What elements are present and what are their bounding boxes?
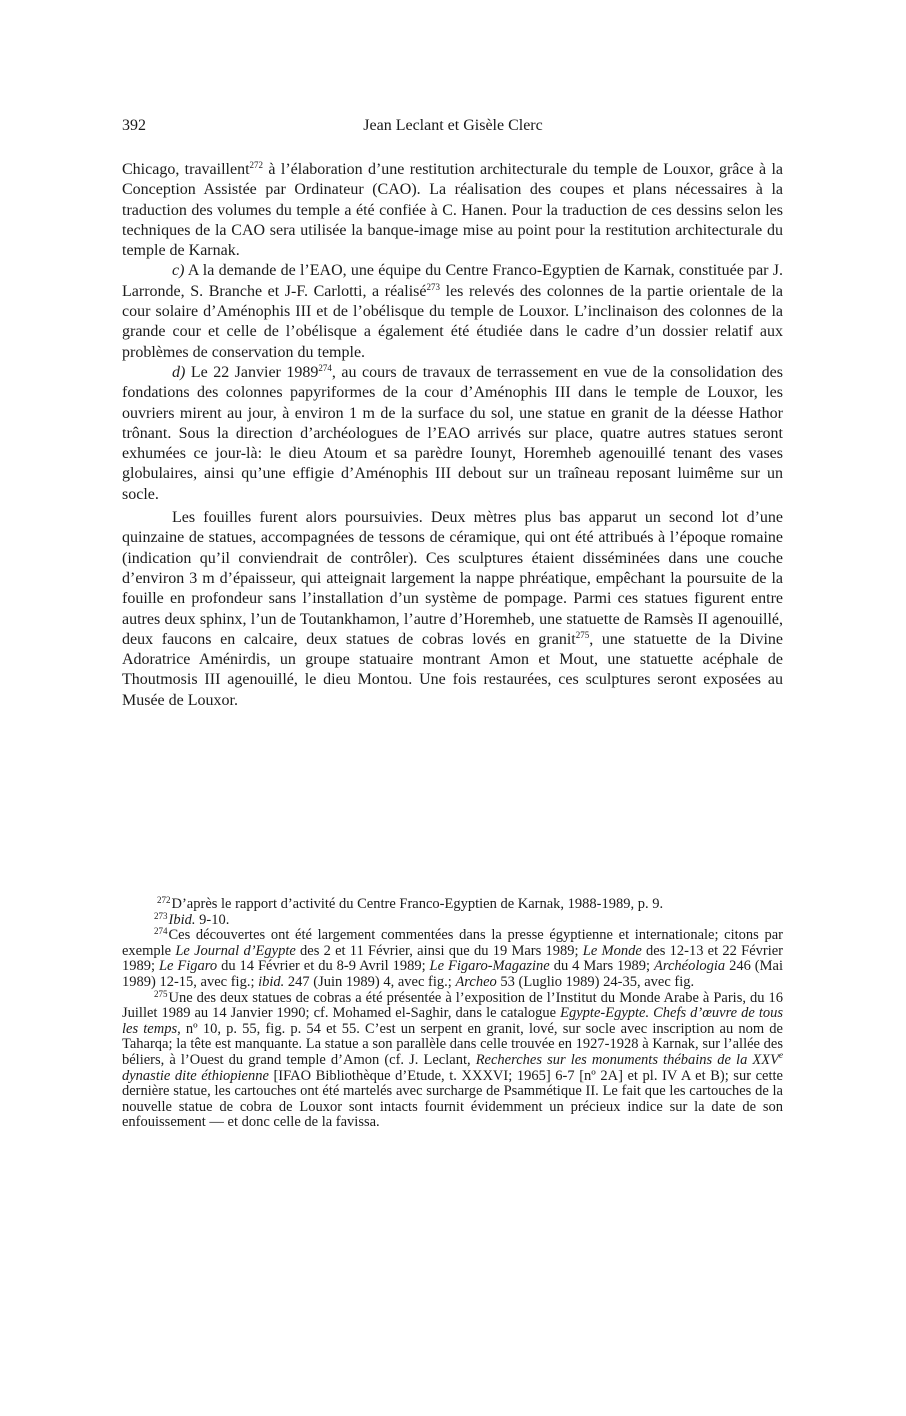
footnote-text: des 2 et 11 Février, ainsi que du 19 Mars 1989;: [295, 942, 583, 959]
text-run: les relevés des colonnes de la partie orientale de la cour solaire d’Aménophis III et de l’obélisque du temple de Louxor. L’inclinaison des colonnes de la grande cour et celle de l’obélisque a également été étudiée dans le cadre d’un dossier relatif aux problèmes de conservation du temple.: [122, 282, 784, 361]
footnote-italic: Le Journal d’Egypte: [175, 942, 296, 959]
item-label: c): [172, 262, 185, 280]
footnote-italic-sup: e: [779, 1049, 783, 1060]
footnote-italic: Egypte-Egypte. Chefs d’œuvre de tous les temps: [122, 1005, 783, 1037]
text-run: , au cours de travaux de terrassement en vue de la consolidation des fondations des colonnes papyriformes de la cour d’Aménophis III dans le temple de Louxor, les ouvriers mirent au jour, à environ 1 m de la surface du sol, une statue en granit de la déesse Hathor trônant. Sous la direction d’archéologues de l’EAO arrivés sur place, quatre autres statues seront exhumées ce jour-là: le dieu Atoum et sa parèdre Iounyt, Horemheb agenouillé tenant des vases globulaires, ainsi qu’une effigie d’Aménophis III debout sur un traîneau reposant luimême sur un socle.: [122, 363, 783, 503]
text-run: , une statuette de la Divine Adoratrice Aménirdis, un groupe statuaire montrant Amon et Mout, une statuette acéphale de Thoutmosis III agenouillé, le dieu Montou. Une fois restaurées, ces sculptures seront exposées au Musée de Louxor.: [122, 630, 784, 709]
footnote-italic: dynastie dite éthiopienne: [122, 1067, 269, 1084]
footnote-text: , nº 10, p. 55, fig. p. 54 et 55. C’est un serpent en granit, lové, sur socle avec inscription au nom de Taharqa; la tête est manquante. La statue a son parallèle dans celle trouvée en 1927-1928 à Karnak, sur l’allée des béliers, à l’Ouest du grand temple d’Amon (cf. J. Leclant,: [122, 1020, 783, 1068]
footnote-italic: Archeo: [455, 973, 497, 990]
footnote-italic: Le Monde: [582, 942, 642, 959]
footnote-number: 275: [154, 988, 168, 999]
footnote-italic: Le Figaro: [158, 958, 218, 975]
footnote-italic: Archéologia: [654, 958, 726, 975]
footnote-ref[interactable]: 272: [249, 160, 264, 170]
footnote-ref[interactable]: 273: [426, 281, 441, 292]
footnote-text: 9-10.: [195, 911, 230, 928]
footnote-ref[interactable]: 275: [575, 629, 590, 640]
footnote-text: du 14 Février et du 8-9 Avril 1989;: [217, 958, 430, 975]
footnote-text: du 4 Mars 1989;: [549, 958, 655, 975]
page-number: 392: [122, 117, 146, 134]
footnote-text: 246 (Mai 1989) 12-15, avec fig.;: [122, 958, 783, 990]
footnote-number: 273: [154, 910, 168, 921]
footnote-number: 272: [157, 895, 171, 905]
footnote-italic: ibid.: [258, 973, 285, 990]
footnote-text: [IFAO Bibliothèque d’Etude, t. XXXVI; 1965] 6-7 [nº 2A] et pl. IV A et B); sur cette dernière statue, les cartouches ont été martelés avec surcharge de Psammétique II. Le fait que les cartouches de la nouvelle statue de cobra de Louxor sont intacts fournit évidemment un précieux indice sur la date de son enfouissement — et donc celle de la favissa.: [122, 1067, 783, 1131]
footnote-text: Une des deux statues de cobras a été présentée à l’exposition de l’Institut du Monde Arabe à Paris, du 16 Juillet 1989 au 14 Janvier 1990; cf. Mohamed el-Saghir, dans le catalogue: [122, 989, 783, 1022]
footnote-text: Ces découvertes ont été largement commentées dans la presse égyptienne et internationale; citons par exemple: [122, 927, 783, 959]
text-run: Chicago, travaillent: [122, 161, 250, 178]
footnote-text: 53 (Luglio 1989) 24-35, avec fig.: [496, 973, 695, 990]
footnotes: [122, 897, 783, 1131]
item-label: d): [172, 363, 186, 381]
footnote-italic: Ibid.: [168, 911, 196, 928]
text-run: à l’élaboration d’une restitution architecturale du temple de Louxor, grâce à la Conception Assistée par Ordinateur (CAO). La réalisation des coupes et plans nécessaires à la traduction des volumes du temple a été confiée à C. Hanen. Pour la traduction de ces dessins selon les techniques de la CAO sera utilisée la banque-image mise au point pour la restitution architecturale du temple de Karnak.: [122, 161, 783, 260]
running-head: Jean Leclant et Gisèle Clerc: [363, 117, 543, 134]
footnote-ref[interactable]: 274: [318, 362, 332, 373]
footnote-text: 247 (Juin 1989) 4, avec fig.;: [284, 973, 456, 990]
footnote-text: des 12-13 et 22 Février 1989;: [122, 942, 783, 975]
paragraph: [122, 261, 783, 362]
text-run: Les fouilles furent alors poursuivies. Deux mètres plus bas apparut un second lot d’une quinzaine de statues, accompagnées de tessons de céramique, qui ont été attribués à l’époque romaine (indication qu’il conviendrait de contrôler). Ces sculptures étaient disséminées dans une couche d’environ 3 m d’épaisseur, qui atteignait largement la nappe phréatique, empêchant la poursuite de la fouille en profondeur sans l’installation d’un système de pompage. Parmi ces statues figurent entre autres deux sphinx, l’un de Toutankhamon, l’autre d’Horemheb, une statuette de Ramsès II agenouillé, deux faucons en calcaire, deux statues de cobras lovés en granit: [122, 509, 783, 648]
text-run: A la demande de l’EAO, une équipe du Centre Franco-Egyptien de Karnak, constituée par J. Larronde, S. Branche et J-F. Carlotti, a réalisé: [122, 262, 783, 300]
footnote: [122, 928, 783, 990]
footnote-number: 274: [154, 926, 168, 937]
footnote-italic: Le Figaro-Magazine: [429, 958, 550, 975]
text-run: Le 22 Janvier 1989: [185, 363, 319, 381]
main-text: [122, 160, 783, 711]
footnote: [122, 988, 783, 1131]
footnote: [122, 910, 783, 929]
footnote-italic: Recherches sur les monuments thébains de la XXV: [475, 1051, 779, 1068]
footnote: [122, 897, 783, 913]
paragraph: [122, 508, 783, 711]
paragraph: [122, 160, 783, 261]
paragraph: [122, 363, 783, 505]
footnote-text: D’après le rapport d’activité du Centre Franco-Egyptien de Karnak, 1988-1989, p. 9.: [171, 896, 664, 912]
